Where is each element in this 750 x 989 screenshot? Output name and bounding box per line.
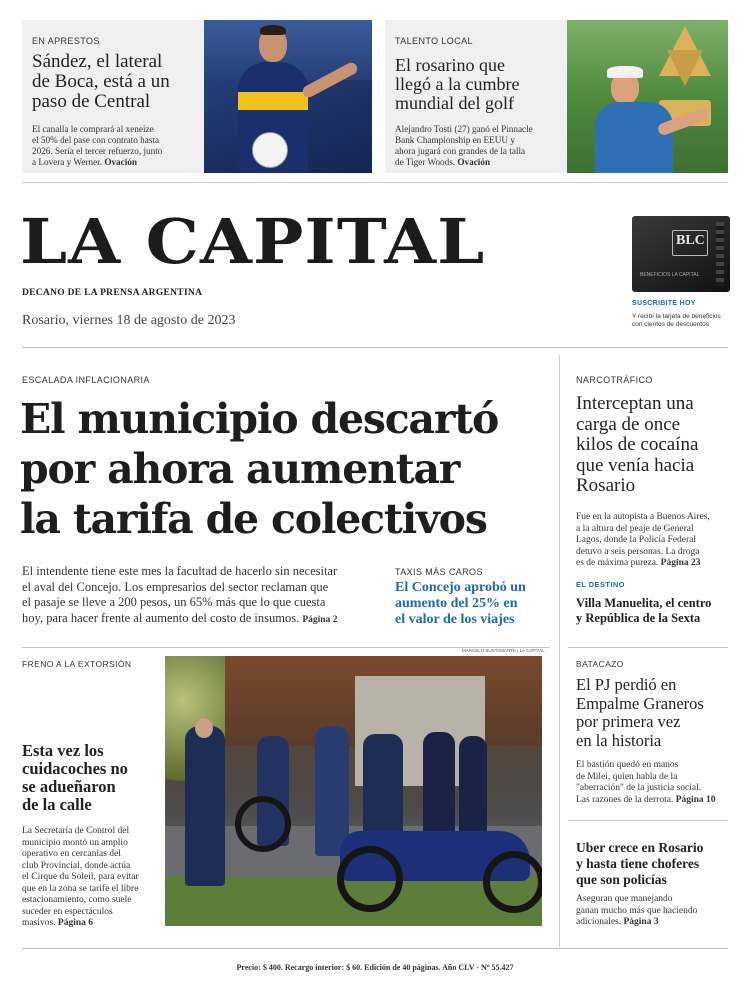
headline-line: kilos de cocaína [576, 434, 699, 455]
body-line: de Tiger Woods. [395, 157, 456, 167]
uber-headline[interactable] [576, 840, 741, 888]
section-ref: Ovación [457, 157, 491, 167]
body-line: Aseguran que manejando [576, 894, 673, 904]
headline-line: el valor de los viajes [395, 612, 515, 627]
body-line: hoy, para hacer frente al aumento del costo de insumos. [22, 610, 300, 625]
body-line: Las razones de la derrota. [576, 794, 674, 805]
page-ref[interactable]: Página 6 [57, 918, 93, 928]
photo-credit: MARCELO BUSTAMANTE / LA CAPITAL [462, 648, 545, 653]
price-footer: Precio: $ 400. Recargo interior: $ 60. Edición de 40 páginas. Año CLV - Nº 55.427 [236, 963, 514, 972]
headline-line: carga de once [576, 413, 681, 435]
masthead-title[interactable]: LA CAPITAL [20, 205, 486, 278]
extorsion-headline[interactable] [22, 742, 162, 814]
narco-headline[interactable] [576, 394, 736, 497]
taxis-headline[interactable] [395, 580, 555, 628]
note-line: con cientos de descuentos [632, 321, 709, 328]
body-line: el aval del Concejo. Los empresarios del sector reclaman que [22, 579, 329, 594]
main-body [22, 564, 392, 628]
body-line: suceder en espectáculos [22, 906, 113, 917]
body-line: estacionamiento, como suele [22, 895, 132, 905]
benefits-card[interactable] [632, 216, 730, 292]
taxis-kicker: TAXIS MÁS CAROS [395, 567, 483, 577]
extorsion-kicker: FRENO A LA EXTORSIÓN [22, 659, 132, 669]
body-line: el pasaje se lleve a 200 pesos, un 65% más que lo que cuesta [22, 595, 326, 609]
body-line: 2026. Sería el tercer refuerzo, junto [32, 146, 163, 156]
body-line: Alejandro Tosti (27) ganó el Pinnacle [395, 124, 533, 134]
headline-line: de Boca, está a un [32, 71, 170, 92]
headline-line: Sández, el lateral [32, 51, 163, 72]
extorsion-body [22, 826, 162, 930]
headline-line: llegó a la cumbre [395, 74, 520, 94]
subscribe-note [632, 313, 721, 329]
headline-line: El rosarino que [395, 55, 505, 75]
body-line: club Provincial, donde actúa [22, 860, 131, 871]
teaser-tosti[interactable] [385, 20, 728, 173]
body-line: masivos. [22, 918, 56, 928]
main-headline[interactable] [20, 394, 550, 544]
body-line: municipio montó un amplio [22, 837, 128, 848]
note-line: Y recibí la tarjeta de beneficios [632, 313, 721, 320]
batacazo-headline[interactable] [576, 676, 736, 750]
teaser-body [395, 124, 580, 168]
headline-line: y hasta tiene choferes [576, 856, 700, 871]
headline-line: El PJ perdió en [576, 675, 677, 694]
edition-date: Rosario, viernes 18 de agosto de 2023 [22, 313, 236, 328]
page-ref[interactable]: Página 2 [302, 614, 338, 625]
body-line: El canalla le comprará al xeneize [32, 124, 154, 134]
headline-line: cuidacoches no [22, 759, 128, 778]
batacazo-kicker: BATACAZO [576, 659, 624, 669]
headline-line: Empalme Graneros [576, 693, 704, 713]
police-operation-photo [165, 656, 542, 926]
body-line: adicionales. [576, 917, 622, 927]
headline-line: en la historia [576, 730, 662, 750]
subscribe-link[interactable]: SUSCRIBITE HOY [632, 300, 696, 307]
batacazo-body [576, 760, 736, 806]
golfer-trophy-photo [567, 20, 728, 173]
body-line: El intendente tiene este mes la facultad de hacerlo sin necesitar [22, 564, 338, 578]
narco-body [576, 512, 736, 570]
body-line: La Secretaría de Control del [22, 826, 130, 836]
teaser-sandez[interactable] [22, 20, 372, 173]
body-line: "aberración" de la justicia social. [576, 783, 702, 793]
headline-line: por primera vez [576, 712, 681, 731]
headline-line: Interceptan una [576, 393, 694, 414]
page-ref[interactable]: Página 10 [675, 794, 716, 805]
section-ref: Ovación [104, 157, 137, 167]
body-line: operativo en cercanías del [22, 849, 121, 859]
card-logo: BLC [676, 233, 705, 248]
main-kicker: ESCALADA INFLACIONARIA [22, 375, 150, 385]
body-line: Fue en la autopista a Buenos Aires, [576, 512, 710, 522]
headline-line: Uber crece en Rosario [576, 840, 704, 855]
body-line: ahora jugará con grandes de la talla [395, 146, 526, 156]
headline-line: Rosario [576, 475, 636, 496]
kicker: EN APRESTOS [32, 36, 100, 46]
headline-line: Villa Manuelita, el centro [576, 596, 712, 610]
headline-line: paso de Central [32, 91, 151, 112]
body-line: a la altura del peaje de General [576, 523, 694, 534]
card-text: BENEFICIOS LA CAPITAL [640, 272, 700, 278]
page-ref[interactable]: Página 3 [623, 917, 659, 927]
body-line: es de máxima pureza. [576, 558, 659, 568]
headline-line: Esta vez los [22, 741, 104, 760]
headline-line: El municipio descartó [20, 395, 499, 443]
body-line: que en la zona se tarife el libre [22, 883, 139, 894]
body-line: detuvo a seis personas. La droga [576, 546, 700, 557]
kicker: TALENTO LOCAL [395, 36, 473, 46]
body-line: a Lovera y Werner. [32, 157, 103, 167]
headline-line: de la calle [22, 795, 92, 814]
body-line: ganan mucho más que haciendo [576, 905, 698, 916]
headline-line: la tarifa de colectivos [20, 495, 487, 543]
body-line: el 50% del pase con contrato hasta [32, 135, 160, 145]
body-line: El bastión quedó en manos [576, 760, 679, 770]
teaser-headline[interactable] [32, 52, 212, 112]
headline-line: que son policías [576, 872, 667, 887]
headline-line: por ahora aumentar [20, 445, 460, 493]
tagline: DECANO DE LA PRENSA ARGENTINA [22, 288, 203, 298]
body-line: Lagos, donde la Policía Federal [576, 535, 697, 545]
headline-line: se adueñaron [22, 777, 116, 796]
teaser-headline[interactable] [395, 56, 580, 113]
boca-player-photo [204, 20, 372, 173]
headline-line: que venía hacia [576, 454, 695, 476]
body-line: el Cirque du Soleil, para evitar [22, 872, 139, 882]
teaser-body [32, 124, 212, 168]
headline-line: y República de la Sexta [576, 611, 701, 625]
page-ref[interactable]: Página 23 [660, 558, 701, 568]
body-line: de Milei, quien habla de la [576, 771, 678, 782]
destino-headline[interactable] [576, 596, 741, 626]
headline-line: aumento del 25% en [395, 596, 518, 611]
uber-body [576, 894, 741, 929]
headline-line: El Concejo aprobó un [395, 580, 526, 595]
destino-kicker: EL DESTINO [576, 580, 625, 589]
narco-kicker: NARCOTRÁFICO [576, 375, 653, 385]
body-line: Bank Championship en EEUU y [395, 135, 515, 145]
headline-line: mundial del golf [395, 93, 514, 113]
